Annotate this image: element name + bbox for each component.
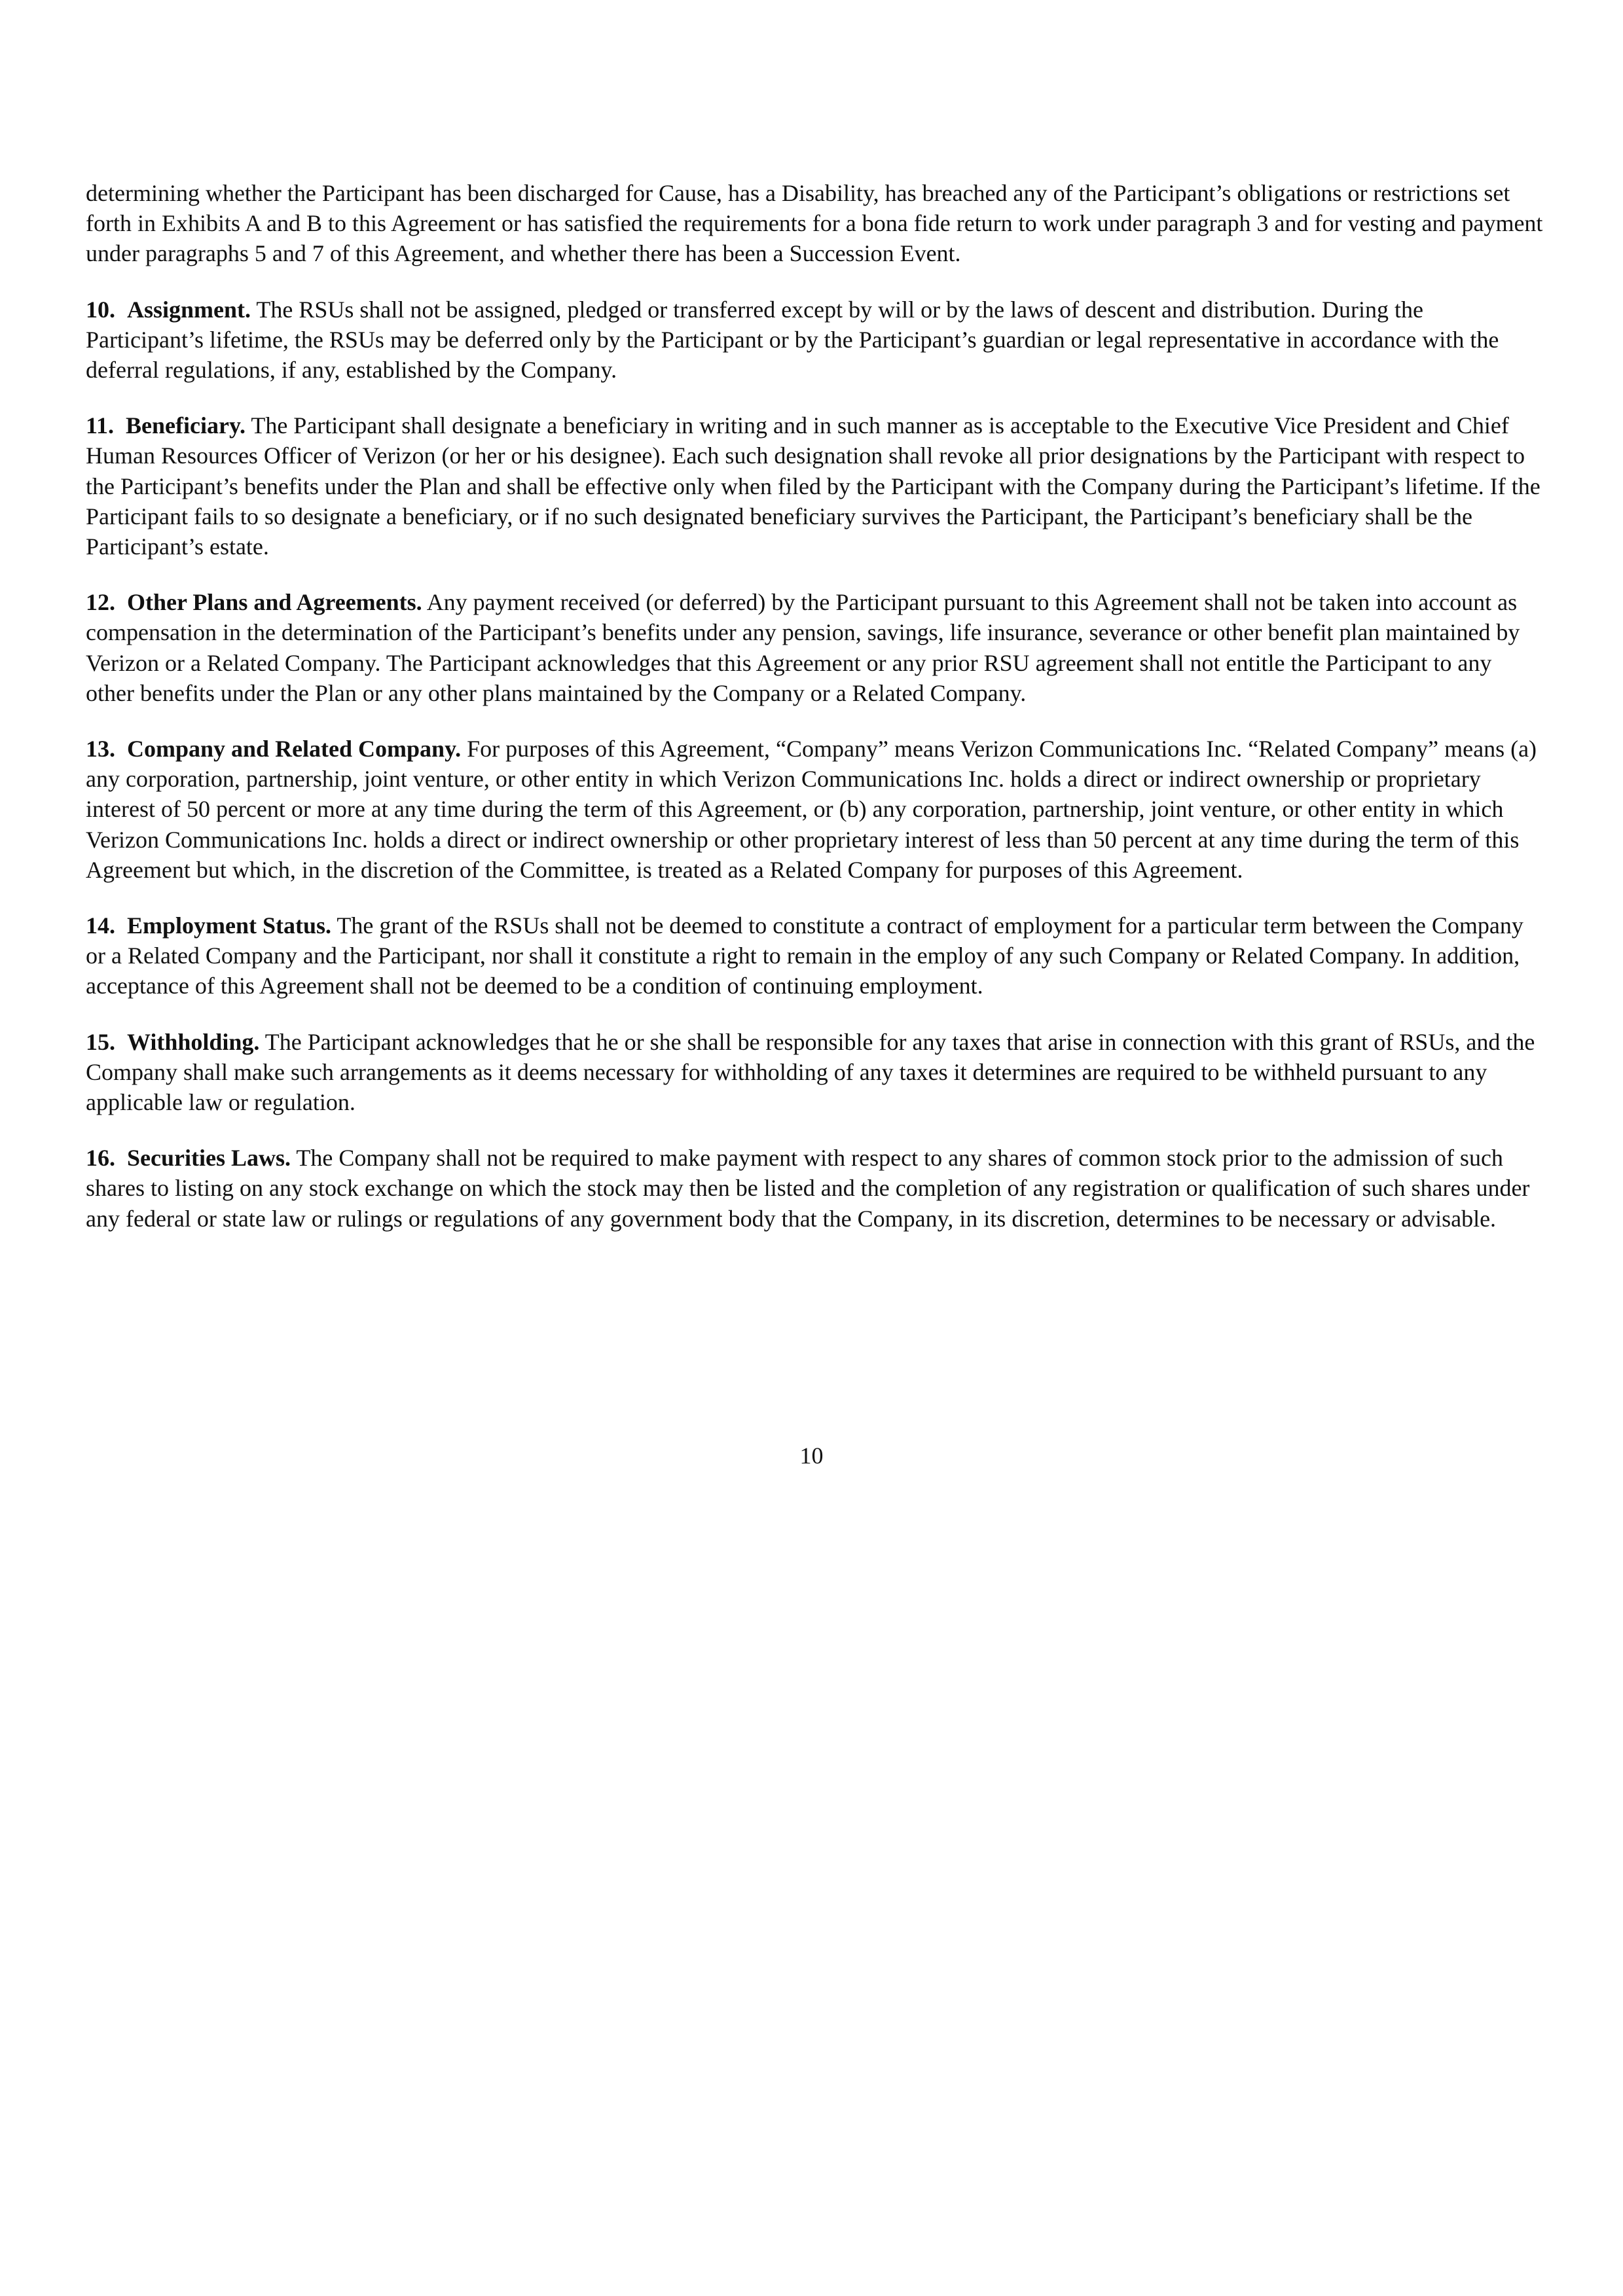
page-number: 10 — [799, 1443, 824, 1469]
section-15-paragraph — [86, 1027, 1544, 1118]
section-number: 11. — [86, 412, 115, 439]
section-text: The Participant shall designate a beneficiary in writing and in such manner as is acceptable to the Executive Vice President and Chief Human Resources Officer of Verizon (or her or his designee). Each such designation shall revoke all prior designations by the Participant with respect to the Participant’s benefits under the Plan and shall be effective only when filed by the Participant with the Company during the Participant’s lifetime. If the Participant fails to so designate a beneficiary, or if no such designated beneficiary survives the Participant, the Participant’s beneficiary shall be the Participant’s estate. — [86, 412, 1541, 560]
section-heading: Beneficiary. — [126, 412, 246, 439]
section-text: For purposes of this Agreement, “Company” means Verizon Communications Inc. “Related Company” means (a) any corporation, partnership, joint venture, or other entity in which Verizon Communications Inc. holds a direct or indirect ownership or proprietary interest of 50 percent or more at any time during the term of this Agreement, or (b) any corporation, partnership, joint venture, or other entity in which Verizon Communications Inc. holds a direct or indirect ownership or other proprietary interest of less than 50 percent at any time during the term of this Agreement but which, in the discretion of the Committee, is treated as a Related Company for purposes of this Agreement. — [86, 736, 1537, 883]
section-number: 15. — [86, 1028, 115, 1055]
section-14-paragraph — [86, 910, 1544, 1001]
section-number: 14. — [86, 912, 115, 939]
section-11-paragraph — [86, 410, 1544, 562]
section-heading: Other Plans and Agreements. — [127, 589, 422, 616]
section-text: The grant of the RSUs shall not be deemed to constitute a contract of employment for a particular term between the Company or a Related Company and the Participant, nor shall it constitute a right to remain in the employ of any such Company or Related Company. In addition, acceptance of this Agreement shall not be deemed to be a condition of continuing employment. — [86, 912, 1523, 999]
section-text: The Company shall not be required to make payment with respect to any shares of common stock prior to the admission of such shares to listing on any stock exchange on which the stock may then be listed and the completion of any registration or qualification of such shares under any federal or state law or rulings or regulations of any government body that the Company, in its discretion, determines to be necessary or advisable. — [86, 1145, 1530, 1232]
section-heading: Employment Status. — [127, 912, 332, 939]
section-text: The Participant acknowledges that he or she shall be responsible for any taxes that arise in connection with this grant of RSUs, and the Company shall make such arrangements as it deems necessary for withholding of any taxes it determines are required to be withheld pursuant to any applicable law or regulation. — [86, 1028, 1535, 1116]
section-10-paragraph — [86, 295, 1544, 386]
document-body — [86, 178, 1544, 1259]
section-heading: Assignment. — [127, 296, 251, 323]
section-number: 16. — [86, 1145, 115, 1172]
continuation-paragraph — [86, 178, 1544, 269]
section-16-paragraph — [86, 1143, 1544, 1234]
section-text: The RSUs shall not be assigned, pledged or transferred except by will or by the laws of descent and distribution. During the Participant’s lifetime, the RSUs may be deferred only by the Participant or by the Participant’s guardian or legal representative in accordance with the deferral regulations, if any, established by the Company. — [86, 296, 1499, 384]
section-heading: Securities Laws. — [127, 1145, 291, 1172]
section-number: 13. — [86, 736, 115, 762]
section-heading: Withholding. — [127, 1028, 260, 1055]
section-13-paragraph — [86, 734, 1544, 885]
section-number: 10. — [86, 296, 115, 323]
section-text: Any payment received (or deferred) by the Participant pursuant to this Agreement shall not be taken into account as compensation in the determination of the Participant’s benefits under any pension, savings, life insurance, severance or other benefit plan maintained by Verizon or a Related Company. The Participant acknowledges that this Agreement or any prior RSU agreement shall not entitle the Participant to any other benefits under the Plan or any other plans maintained by the Company or a Related Company. — [86, 589, 1520, 706]
section-number: 12. — [86, 589, 115, 616]
continuation-text: determining whether the Participant has been discharged for Cause, has a Disability, has breached any of the Participant’s obligations or restrictions set forth in Exhibits A and B to this Agreement or has satisfied the requirements for a bona fide return to work under paragraph 3 and for vesting and payment under paragraphs 5 and 7 of this Agreement, and whether there has been a Succession Event. — [86, 180, 1543, 267]
section-12-paragraph — [86, 587, 1544, 708]
section-heading: Company and Related Company. — [127, 736, 462, 762]
